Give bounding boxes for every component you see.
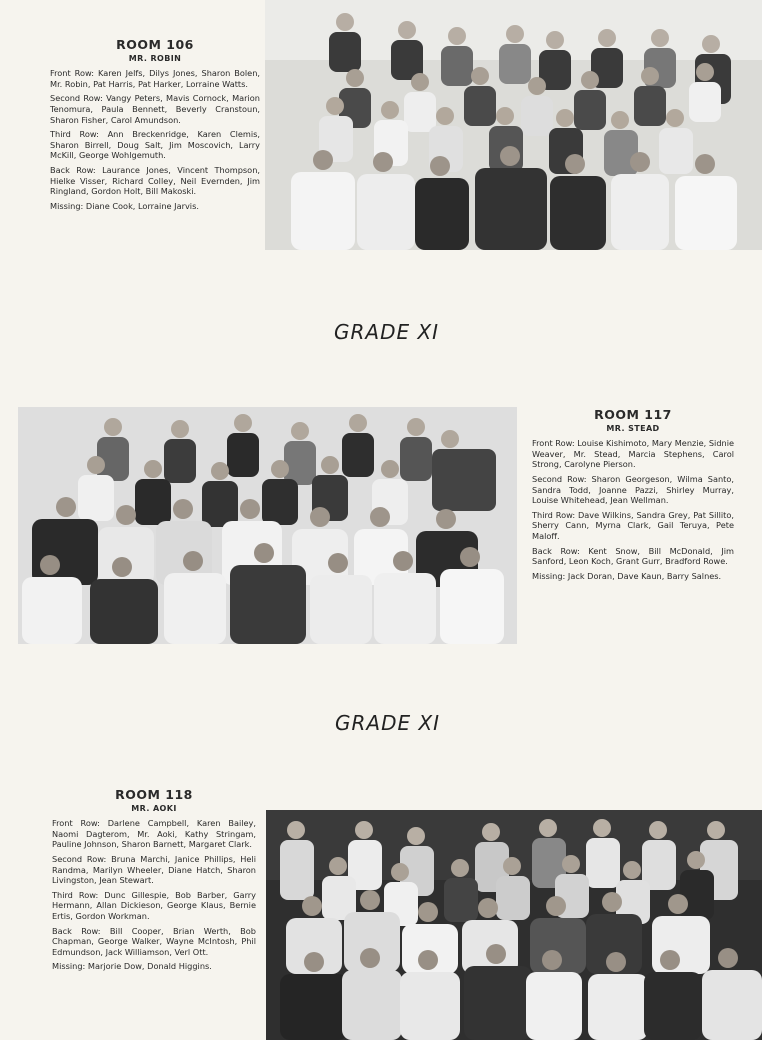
group-photo-image bbox=[18, 407, 517, 644]
row-names: Back Row: Bill Cooper, Brian Werth, Bob Chapman, George Walker, Wayne McIntosh, Phil Edmundson, Jack Williamson, Verl Ott. bbox=[52, 925, 256, 957]
row-names: Missing: Marjorie Dow, Donald Higgins. bbox=[52, 961, 212, 972]
row-names: Second Row: Sharon Georgeson, Wilma Santo, Sandra Todd, Joanne Pazzi, Shirley Murray, Louise Whitehead, Jean Wellman. bbox=[532, 473, 734, 506]
room-title: ROOM 118 bbox=[115, 787, 193, 802]
room-106-caption bbox=[50, 37, 261, 215]
row-names: Missing: Diane Cook, Lorraine Jarvis. bbox=[50, 200, 199, 211]
row-names: Third Row: Ann Breckenridge, Karen Clemis, Sharon Birrell, Doug Salt, Jim Moscovich, Larry McKill, George Wohlgemuth. bbox=[50, 129, 261, 161]
grade-heading: GRADE XI bbox=[334, 320, 440, 344]
room-117-caption bbox=[532, 407, 735, 585]
row-names: Missing: Jack Doran, Dave Kaun, Barry Salnes. bbox=[532, 570, 722, 581]
row-names: Second Row: Bruna Marchi, Janice Phillips, Heli Randma, Marilyn Wheeler, Diane Hatch, Sharon Livingston, Jean Stewart. bbox=[52, 853, 256, 886]
row-names: Front Row: Louise Kishimoto, Mary Menzie, Sidnie Weaver, Mr. Stead, Marcia Stephens, Carol Strong, Carolyne Pierson. bbox=[532, 438, 735, 470]
class-photo-room-117 bbox=[18, 407, 517, 644]
teacher-name: MR. ROBIN bbox=[128, 53, 182, 63]
room-title: ROOM 117 bbox=[594, 407, 672, 422]
group-photo-image bbox=[266, 810, 762, 1040]
teacher-name: MR. STEAD bbox=[606, 423, 660, 433]
row-names: Back Row: Laurance Jones, Vincent Thompson, Hielke Visser, Richard Colley, Neil Evernden, Jim Ringland, Gordon Holt, Bill Makoski. bbox=[50, 164, 260, 197]
group-photo-image bbox=[265, 0, 762, 250]
row-names: Front Row: Karen Jelfs, Dilys Jones, Sharon Bolen, Mr. Robin, Pat Harris, Pat Harker, Lorraine Watts. bbox=[50, 68, 260, 89]
row-names: Front Row: Darlene Campbell, Karen Bailey, Naomi Dagterom, Mr. Aoki, Kathy Stringam, Pauline Johnson, Sharon Barnett, Margaret Clark. bbox=[52, 818, 257, 850]
row-names: Back Row: Kent Snow, Bill McDonald, Jim Sanford, Leon Koch, Grant Gurr, Bradford Rowe. bbox=[532, 545, 734, 567]
class-photo-room-118 bbox=[266, 810, 762, 1040]
row-names: Third Row: Dave Wilkins, Sandra Grey, Pat Sillito, Sherry Cann, Myrna Clark, Gail Teruya, Pete Maloff. bbox=[532, 509, 734, 541]
room-118-caption bbox=[52, 787, 257, 976]
teacher-name: MR. AOKI bbox=[131, 803, 177, 813]
class-photo-room-106 bbox=[265, 0, 762, 250]
row-names: Third Row: Dunc Gillespie, Bob Barber, Garry Hermann, Allan Dickieson, George Klaus, Bernie Ertis, Gordon Workman. bbox=[52, 889, 257, 921]
room-title: ROOM 106 bbox=[116, 37, 194, 52]
grade-heading: GRADE XI bbox=[335, 711, 441, 735]
row-names: Second Row: Vangy Peters, Mavis Cornock, Marion Tenomura, Paula Bennett, Beverly Cranstoun, Sharon Fisher, Carol Amundson. bbox=[50, 93, 260, 125]
